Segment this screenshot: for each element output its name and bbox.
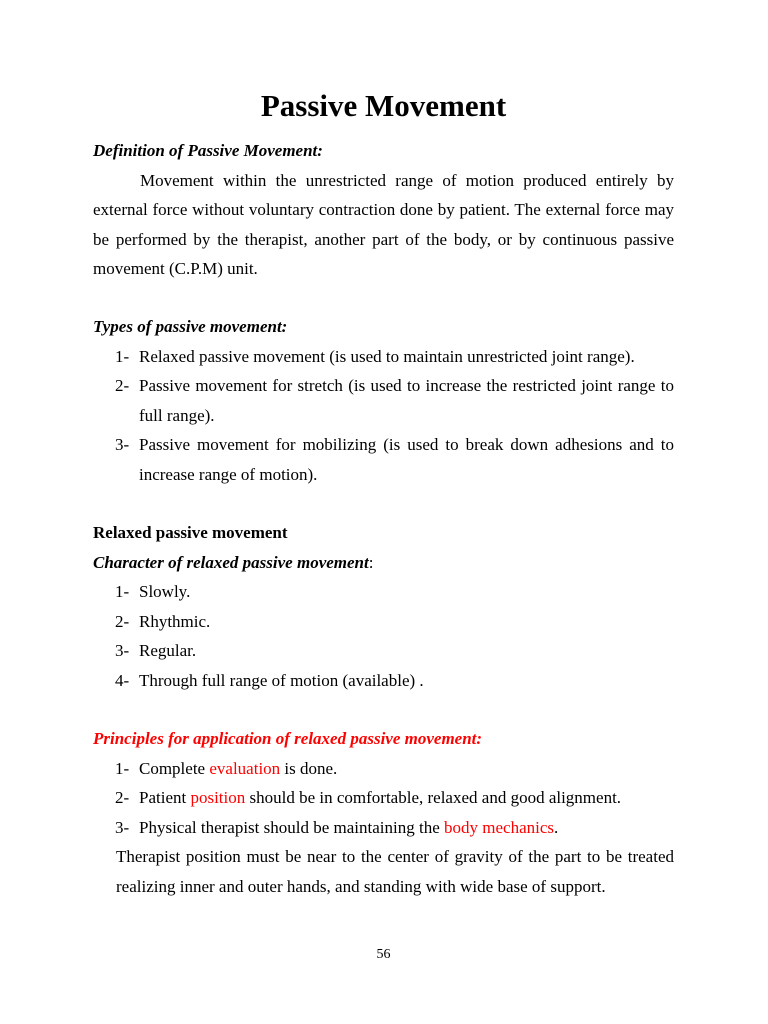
list-text: Regular. xyxy=(139,641,197,661)
principles-list xyxy=(93,754,674,843)
highlight-term: evaluation xyxy=(209,758,281,778)
list-text: Through full range of motion (available) . xyxy=(139,670,424,690)
highlight-term: body mechanics xyxy=(444,817,555,837)
list-item xyxy=(93,754,674,784)
principles-heading: Principles for application of relaxed passive movement: xyxy=(93,729,483,748)
page-title: Passive Movement xyxy=(260,88,507,123)
list-item xyxy=(93,430,674,489)
page-number: 56 xyxy=(376,947,391,962)
list-item xyxy=(93,577,674,607)
list-item xyxy=(93,342,674,372)
list-item xyxy=(93,371,674,430)
list-item xyxy=(93,783,674,813)
character-colon: : xyxy=(368,552,374,572)
list-text-before: Complete xyxy=(139,758,210,778)
list-text: Relaxed passive movement (is used to maintain unrestricted joint range). xyxy=(139,346,635,366)
list-number: 3- xyxy=(115,817,130,837)
highlight-term: position xyxy=(190,788,246,808)
character-heading-line xyxy=(93,548,674,578)
list-item xyxy=(93,636,674,666)
list-text-after: is done. xyxy=(280,758,338,778)
relaxed-heading: Relaxed passive movement xyxy=(93,523,288,542)
list-text: Rhythmic. xyxy=(139,611,211,631)
list-number: 4- xyxy=(115,670,130,690)
list-item xyxy=(93,666,674,696)
list-number: 2- xyxy=(115,376,130,396)
list-number: 2- xyxy=(115,788,130,808)
definition-text: Movement within the unrestricted range of motion produced entirely by external force without voluntary contraction done by patient. The external force may be performed by the therapist, another part of the body, or by continuous passive movement (C.P.M) unit. xyxy=(93,170,674,279)
list-text-before: Physical therapist should be maintaining the xyxy=(139,817,445,837)
list-item xyxy=(93,607,674,637)
list-text-after: should be in comfortable, relaxed and good alignment. xyxy=(245,788,622,808)
list-number: 1- xyxy=(115,582,130,602)
list-text-before: Patient xyxy=(139,788,191,808)
principles-section xyxy=(93,724,674,902)
list-text: Passive movement for mobilizing (is used to break down adhesions and to increase range of motion). xyxy=(139,435,674,484)
list-text-after: . xyxy=(554,817,559,837)
types-list xyxy=(93,342,674,490)
list-text: Slowly. xyxy=(139,582,191,602)
list-number: 2- xyxy=(115,611,130,631)
relaxed-section xyxy=(93,518,674,696)
types-heading: Types of passive movement: xyxy=(93,317,288,336)
character-list xyxy=(93,577,674,695)
list-text: Passive movement for stretch (is used to increase the restricted joint range to full range). xyxy=(139,376,674,425)
character-heading: Character of relaxed passive movement xyxy=(93,552,369,572)
definition-section xyxy=(93,136,674,284)
list-item xyxy=(93,813,674,843)
definition-heading: Definition of Passive Movement: xyxy=(93,141,323,160)
list-number: 3- xyxy=(115,641,130,661)
list-number: 1- xyxy=(115,346,130,366)
therapist-position-note: Therapist position must be near to the center of gravity of the part to be treated realizing inner and outer hands, and standing with wide base of support. xyxy=(116,847,674,896)
list-number: 3- xyxy=(115,435,130,455)
types-section xyxy=(93,312,674,490)
list-number: 1- xyxy=(115,758,130,778)
